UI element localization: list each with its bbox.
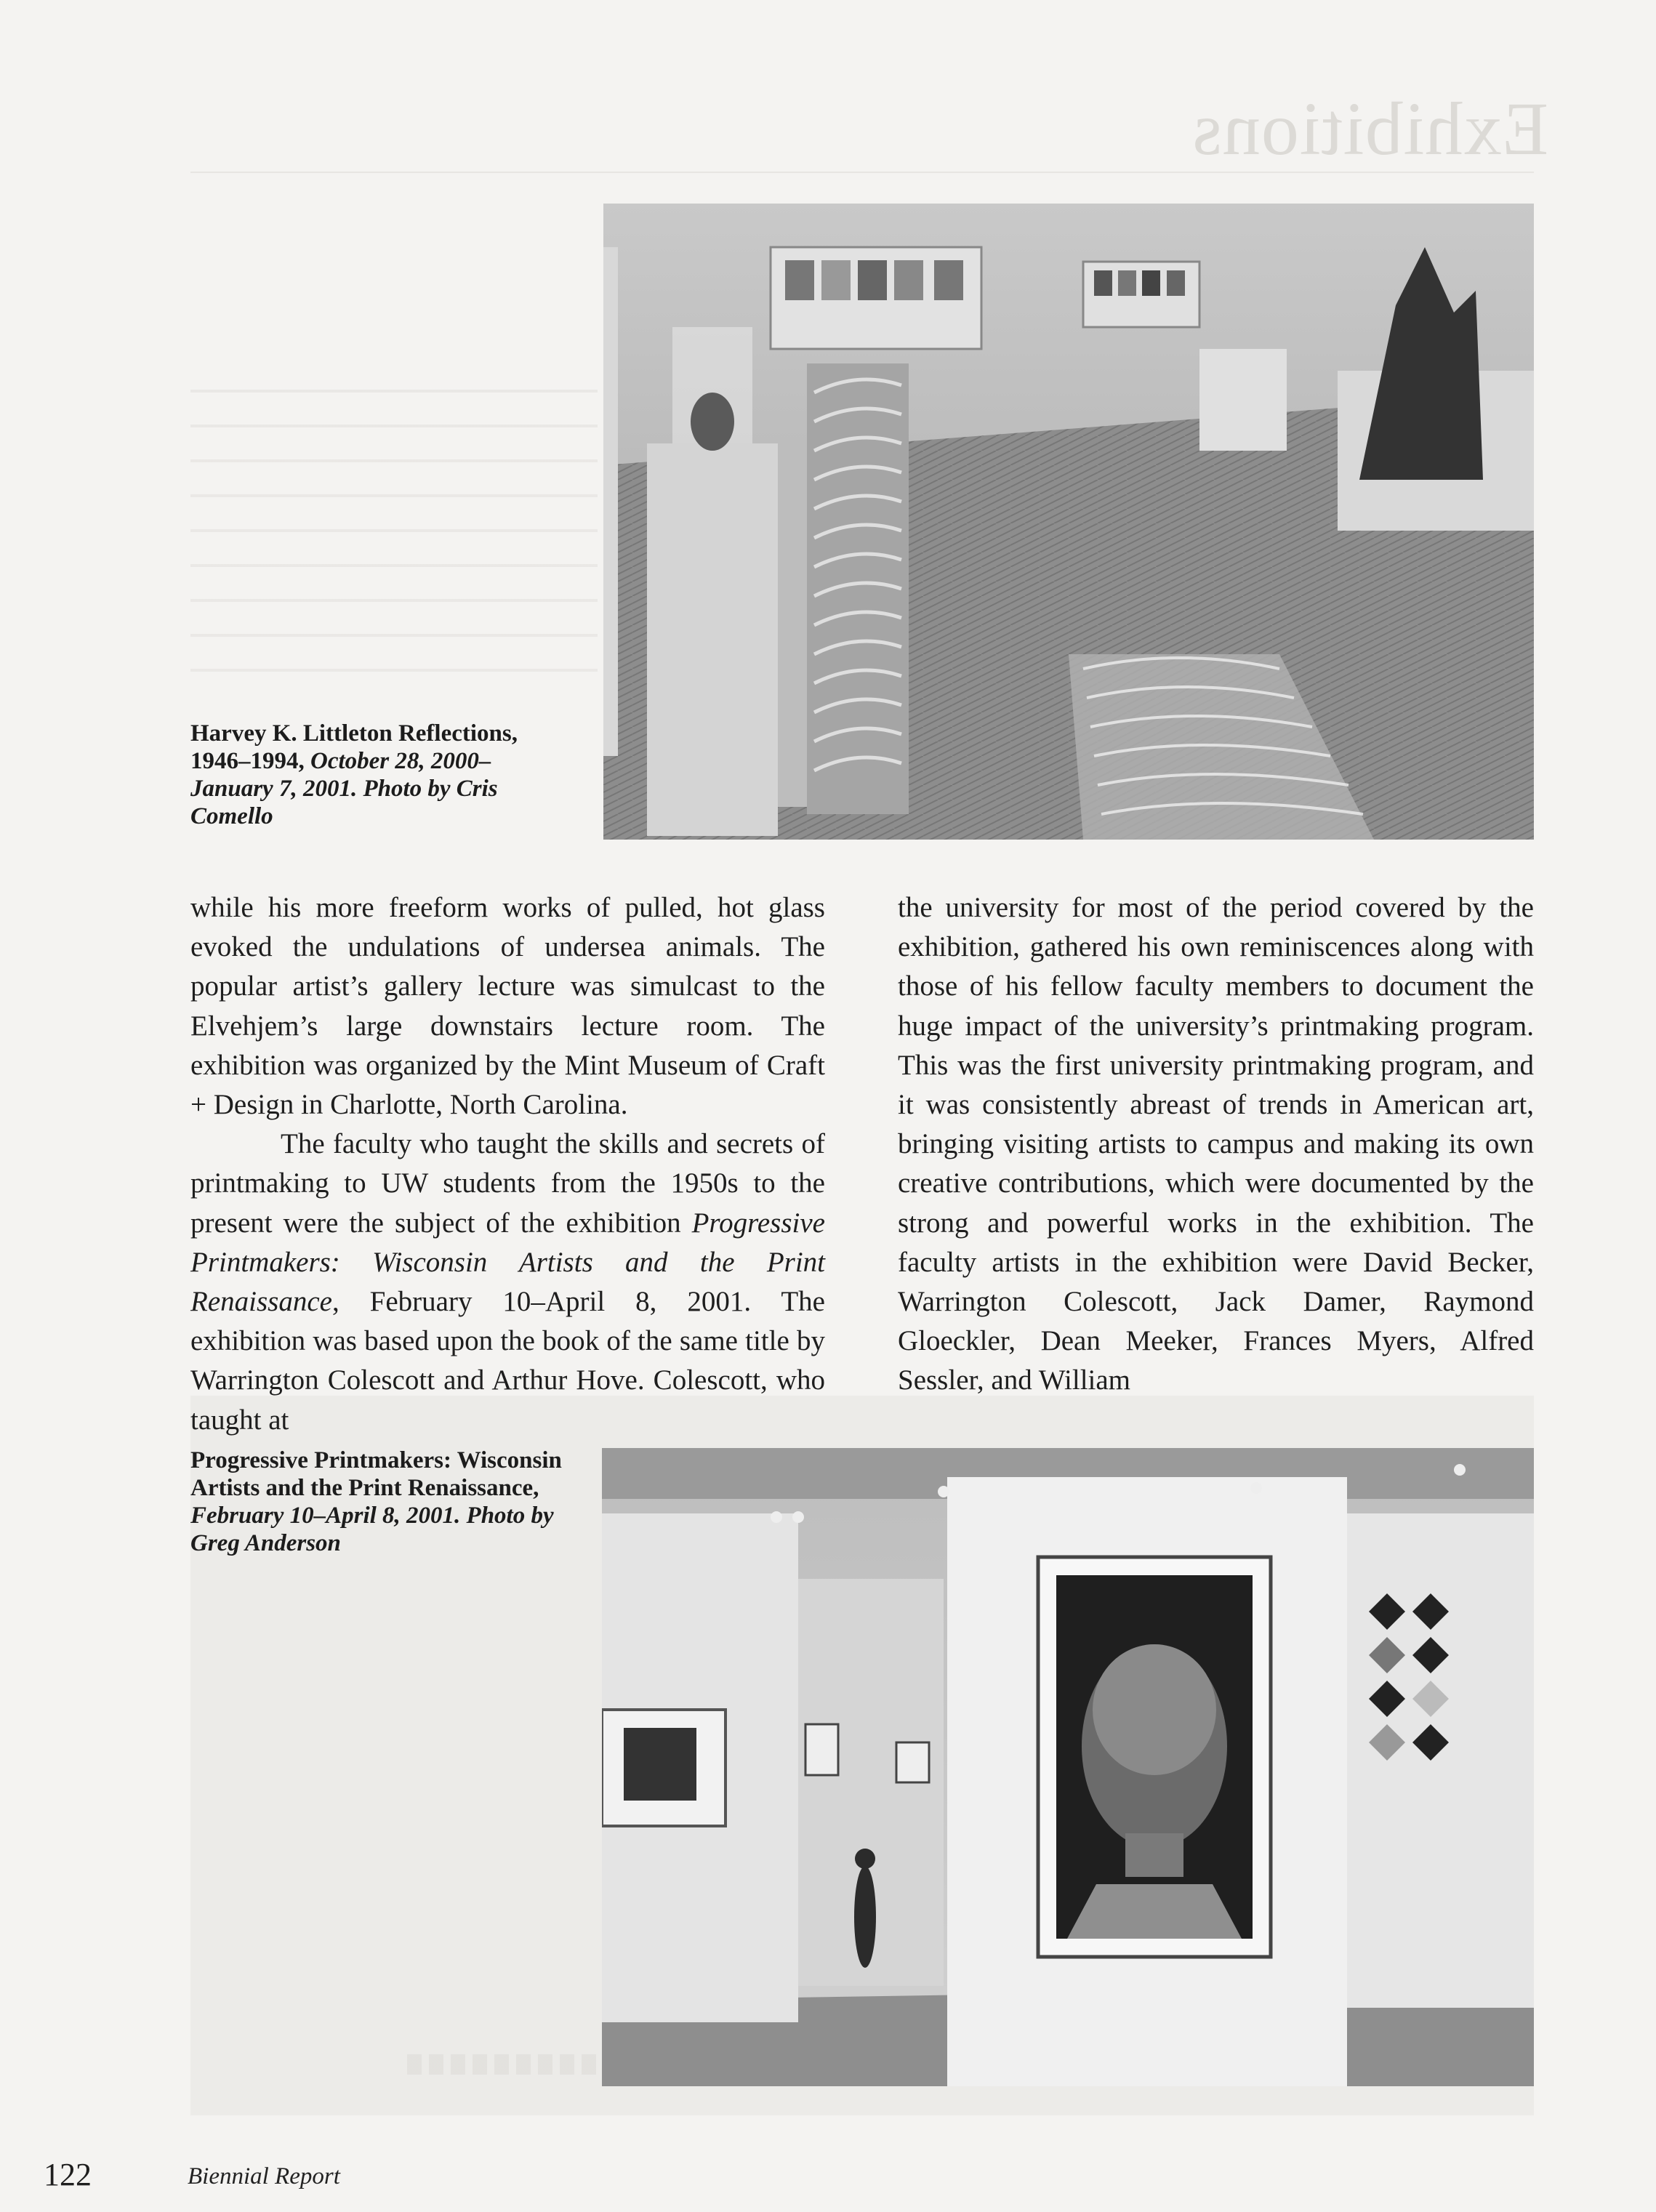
body-paragraph bbox=[190, 1125, 825, 1440]
caption-title: Harvey K. Littleton Reflections, 1946–1994, bbox=[190, 720, 518, 774]
photo-caption-printmakers bbox=[190, 1447, 568, 1557]
exhibition-title: Progressive Printmakers: Wisconsin Artists and the Print Renaissance bbox=[190, 1207, 825, 1318]
show-through-text bbox=[190, 363, 598, 683]
body-paragraph: while his more freeform works of pulled, hot glass evoked the undulations of undersea animals. The popular artist’s gallery lecture was simulcast to the Elvehjem’s large downstairs lecture room. The exhibition was organized by the Mint Museum of Craft + Design in Charlotte, North Carolina. bbox=[190, 892, 825, 1121]
littleton-photo-graphic bbox=[603, 204, 1534, 840]
body-paragraph: the university for most of the period covered by the exhibition, gathered his own reminiscences along with those of his fellow faculty members to document the huge impact of the university’s printmaking program. This was the first university printmaking program, and it was consistently abreast of trends in American art, bringing visiting artists to campus and making its own creative contributions, which were documented by the strong and powerful works in the exhibition. The faculty artists in the exhibition were David Becker, Warrington Colescott, Jack Damer, Raymond Gloeckler, Dean Meeker, Frances Myers, Alfred Sessler, and William bbox=[898, 892, 1534, 1396]
body-column-right bbox=[898, 888, 1534, 1401]
header-rule bbox=[190, 172, 1534, 173]
section-header-mirrored: Exhibitions bbox=[1191, 87, 1548, 171]
caption-title: Progressive Printmakers: Wisconsin Artists and the Print Renaissance, bbox=[190, 1447, 562, 1501]
page-number: 122 bbox=[44, 2157, 92, 2192]
printmakers-photo-graphic bbox=[602, 1448, 1534, 2086]
body-column-left bbox=[190, 888, 825, 1440]
running-footer: Biennial Report bbox=[188, 2163, 340, 2189]
caption-details: February 10–April 8, 2001. Photo by Greg Anderson bbox=[190, 1503, 554, 1556]
gallery-photo-littleton bbox=[603, 204, 1534, 840]
caption-details: October 28, 2000–January 7, 2001. Photo by Cris Comello bbox=[190, 748, 498, 829]
gallery-photo-printmakers bbox=[602, 1448, 1534, 2086]
photo-caption-littleton bbox=[190, 720, 568, 830]
body-text: , February 10–April 8, 2001. The exhibition was based upon the book of the same title by Warrington Colescott and Arthur Hove. Colescott, who taught at bbox=[190, 1286, 825, 1436]
body-text: The faculty who taught the skills and secrets of printmaking to UW students from the 1950s to the present were the subject of the exhibition bbox=[190, 1128, 825, 1239]
